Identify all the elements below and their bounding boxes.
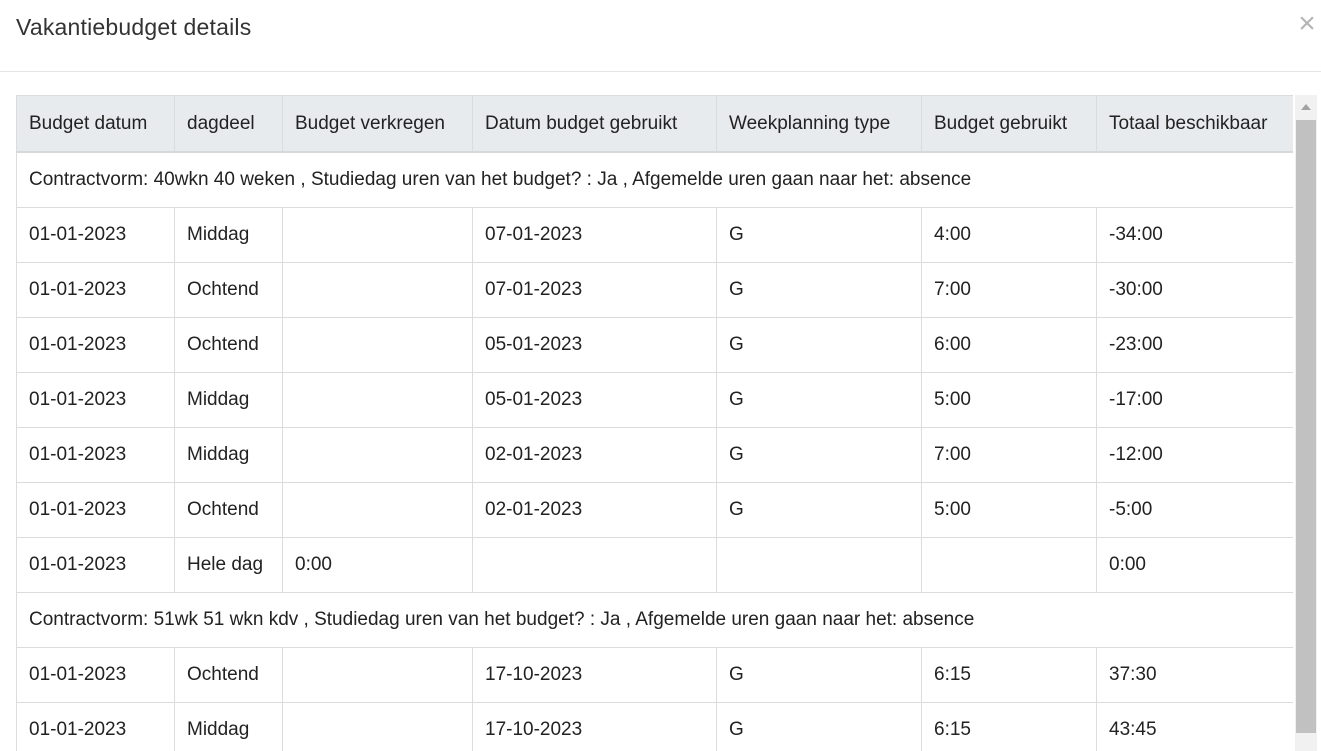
cell-budget-datum: 01-01-2023 <box>17 263 175 318</box>
cell-weekplanning-type: G <box>717 208 922 263</box>
cell-datum-budget-gebruikt: 05-01-2023 <box>473 318 717 373</box>
cell-weekplanning-type: G <box>717 263 922 318</box>
column-header-budget-datum[interactable]: Budget datum <box>17 96 175 153</box>
table-row <box>17 648 1294 703</box>
cell-budget-datum: 01-01-2023 <box>17 208 175 263</box>
table-row <box>17 538 1294 593</box>
table-row <box>17 318 1294 373</box>
cell-budget-gebruikt: 5:00 <box>922 483 1097 538</box>
cell-budget-gebruikt: 5:00 <box>922 373 1097 428</box>
cell-dagdeel: Middag <box>175 428 283 483</box>
cell-datum-budget-gebruikt <box>473 538 717 593</box>
cell-weekplanning-type: G <box>717 373 922 428</box>
scroll-up-button[interactable] <box>1295 95 1317 119</box>
cell-budget-gebruikt: 7:00 <box>922 263 1097 318</box>
cell-budget-datum: 01-01-2023 <box>17 428 175 483</box>
column-header-budget-gebruikt[interactable]: Budget gebruikt <box>922 96 1097 153</box>
cell-totaal-beschikbaar: -5:00 <box>1097 483 1294 538</box>
column-header-weekplanning-type[interactable]: Weekplanning type <box>717 96 922 153</box>
modal-title: Vakantiebudget details <box>16 14 252 40</box>
cell-budget-verkregen <box>283 263 473 318</box>
cell-datum-budget-gebruikt: 17-10-2023 <box>473 648 717 703</box>
cell-datum-budget-gebruikt: 02-01-2023 <box>473 428 717 483</box>
cell-budget-datum: 01-01-2023 <box>17 373 175 428</box>
cell-totaal-beschikbaar: 43:45 <box>1097 703 1294 751</box>
cell-weekplanning-type: G <box>717 428 922 483</box>
cell-datum-budget-gebruikt: 17-10-2023 <box>473 703 717 751</box>
cell-budget-verkregen <box>283 483 473 538</box>
cell-dagdeel: Hele dag <box>175 538 283 593</box>
cell-budget-verkregen <box>283 373 473 428</box>
cell-datum-budget-gebruikt: 07-01-2023 <box>473 208 717 263</box>
cell-budget-datum: 01-01-2023 <box>17 703 175 751</box>
cell-datum-budget-gebruikt: 07-01-2023 <box>473 263 717 318</box>
cell-dagdeel: Ochtend <box>175 483 283 538</box>
cell-budget-datum: 01-01-2023 <box>17 538 175 593</box>
cell-dagdeel: Middag <box>175 208 283 263</box>
budget-table-container <box>16 95 1293 751</box>
cell-weekplanning-type <box>717 538 922 593</box>
table-header-row <box>17 96 1294 153</box>
cell-dagdeel: Ochtend <box>175 263 283 318</box>
table-row <box>17 703 1294 751</box>
cell-dagdeel: Ochtend <box>175 648 283 703</box>
cell-totaal-beschikbaar: 37:30 <box>1097 648 1294 703</box>
group-row <box>17 593 1294 648</box>
cell-budget-verkregen: 0:00 <box>283 538 473 593</box>
cell-totaal-beschikbaar: -30:00 <box>1097 263 1294 318</box>
cell-totaal-beschikbaar: -12:00 <box>1097 428 1294 483</box>
cell-datum-budget-gebruikt: 02-01-2023 <box>473 483 717 538</box>
cell-budget-datum: 01-01-2023 <box>17 318 175 373</box>
column-header-dagdeel[interactable]: dagdeel <box>175 96 283 153</box>
group-label: Contractvorm: 51wk 51 wkn kdv , Studiedag uren van het budget? : Ja , Afgemelde uren gaan naar het: absence <box>17 593 1294 648</box>
cell-budget-verkregen <box>283 208 473 263</box>
table-row <box>17 483 1294 538</box>
cell-budget-gebruikt: 4:00 <box>922 208 1097 263</box>
cell-totaal-beschikbaar: -23:00 <box>1097 318 1294 373</box>
modal-header <box>0 0 1321 72</box>
scrollbar-thumb[interactable] <box>1296 120 1316 733</box>
cell-budget-verkregen <box>283 648 473 703</box>
table-row <box>17 373 1294 428</box>
cell-weekplanning-type: G <box>717 648 922 703</box>
cell-dagdeel: Middag <box>175 373 283 428</box>
table-row <box>17 208 1294 263</box>
cell-totaal-beschikbaar: 0:00 <box>1097 538 1294 593</box>
vertical-scrollbar[interactable] <box>1295 95 1317 751</box>
cell-weekplanning-type: G <box>717 318 922 373</box>
cell-budget-gebruikt <box>922 538 1097 593</box>
column-header-totaal-beschikbaar[interactable]: Totaal beschikbaar <box>1097 96 1294 153</box>
cell-datum-budget-gebruikt: 05-01-2023 <box>473 373 717 428</box>
cell-budget-gebruikt: 6:00 <box>922 318 1097 373</box>
table-row <box>17 428 1294 483</box>
group-row <box>17 152 1294 208</box>
cell-budget-gebruikt: 6:15 <box>922 703 1097 751</box>
cell-budget-datum: 01-01-2023 <box>17 648 175 703</box>
cell-budget-gebruikt: 6:15 <box>922 648 1097 703</box>
column-header-budget-verkregen[interactable]: Budget verkregen <box>283 96 473 153</box>
cell-budget-datum: 01-01-2023 <box>17 483 175 538</box>
cell-totaal-beschikbaar: -17:00 <box>1097 373 1294 428</box>
column-header-datum-budget-gebruikt[interactable]: Datum budget gebruikt <box>473 96 717 153</box>
cell-dagdeel: Ochtend <box>175 318 283 373</box>
cell-budget-verkregen <box>283 703 473 751</box>
group-label: Contractvorm: 40wkn 40 weken , Studiedag uren van het budget? : Ja , Afgemelde uren gaan naar het: absence <box>17 152 1294 208</box>
cell-dagdeel: Middag <box>175 703 283 751</box>
arrow-up-icon <box>1301 104 1311 110</box>
table-body <box>17 152 1294 751</box>
cell-budget-gebruikt: 7:00 <box>922 428 1097 483</box>
cell-budget-verkregen <box>283 428 473 483</box>
close-icon[interactable]: × <box>1298 7 1316 40</box>
cell-weekplanning-type: G <box>717 703 922 751</box>
cell-budget-verkregen <box>283 318 473 373</box>
cell-totaal-beschikbaar: -34:00 <box>1097 208 1294 263</box>
cell-weekplanning-type: G <box>717 483 922 538</box>
table-row <box>17 263 1294 318</box>
budget-table <box>16 95 1293 751</box>
